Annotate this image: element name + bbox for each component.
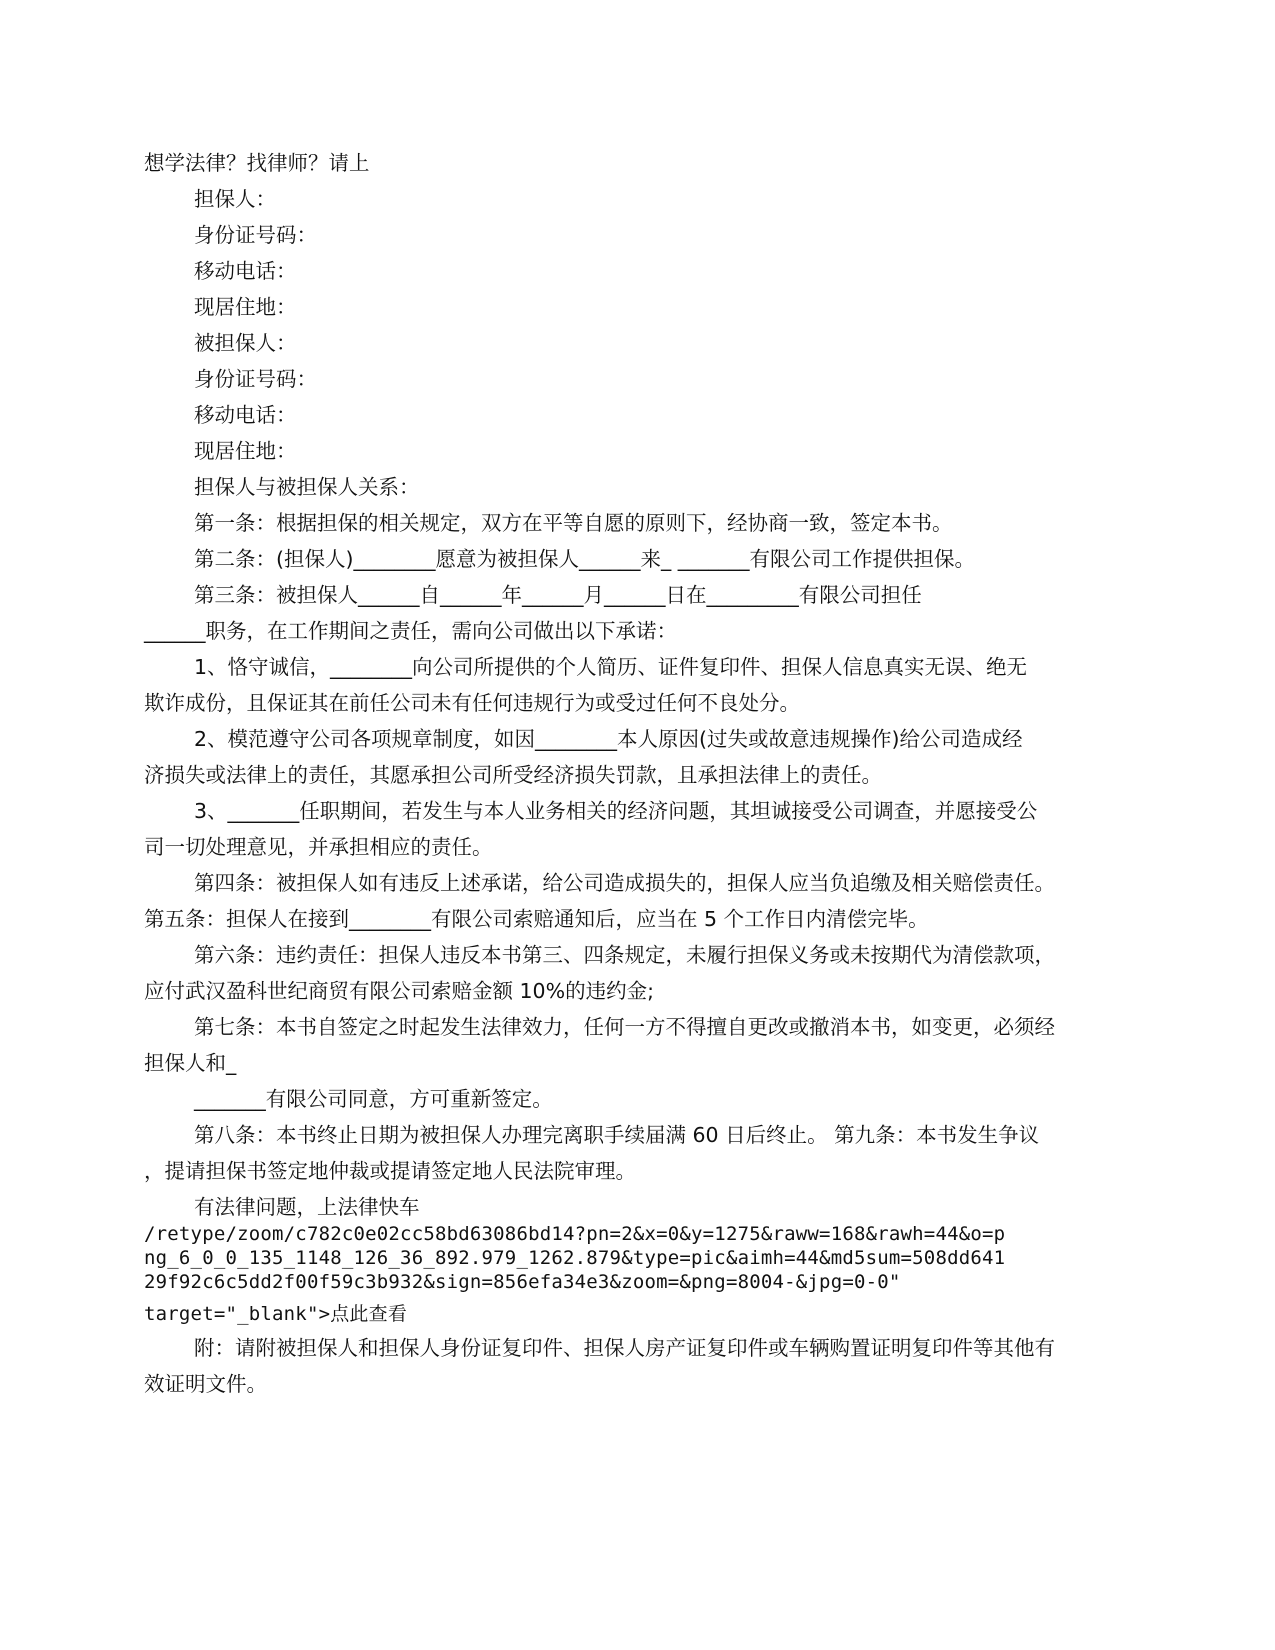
url-line-3: 29f92c6c5dd2f00f59c3b932&sign=856efa34e3&zoom=&png=8004-&jpg=0-0" — [144, 1271, 901, 1293]
promise-2-line-2: 济损失或法律上的责任，其愿承担公司所受经济损失罚款，且承担法律上的责任。 — [144, 763, 882, 787]
promise-3-line-2: 司一切处理意见，并承担相应的责任。 — [144, 835, 493, 859]
attachment-note-line-2: 效证明文件。 — [144, 1372, 267, 1396]
article-4: 第四条：被担保人如有违反上述承诺，给公司造成损失的，担保人应当负追缴及相关赔偿责任。 — [194, 871, 1055, 895]
article-6-line-1: 第六条：违约责任：担保人违反本书第三、四条规定，未履行担保义务或未按期代为清偿款项， — [194, 943, 1055, 967]
promise-1-line-2: 欺诈成份，且保证其在前任公司未有任何违规行为或受过任何不良处分。 — [144, 691, 800, 715]
ad-line: 想学法律？找律师？请上 — [144, 151, 370, 175]
ad-footer-line: 有法律问题，上法律快车 — [194, 1195, 420, 1219]
url-line-1: /retype/zoom/c782c0e02cc58bd63086bd14?pn=2&x=0&y=1275&raww=168&rawh=44&o=p — [144, 1223, 1006, 1245]
article-2: 第二条：(担保人)________愿意为被担保人______来_ _______有限公司工作提供担保。 — [194, 547, 976, 571]
guaranteed-address-label: 现居住地： — [194, 439, 297, 463]
article-1: 第一条：根据担保的相关规定，双方在平等自愿的原则下，经协商一致，签定本书。 — [194, 511, 953, 535]
guarantor-address-label: 现居住地： — [194, 295, 297, 319]
article-5: 第五条：担保人在接到________有限公司索赔通知后，应当在 5 个工作日内清偿完毕。 — [144, 907, 929, 931]
promise-3-line-1: 3、_______任职期间，若发生与本人业务相关的经济问题，其坦诚接受公司调查，并愿接受公 — [194, 799, 1038, 823]
relationship-label: 担保人与被担保人关系： — [194, 475, 420, 499]
article-7-line-3: _______有限公司同意，方可重新签定。 — [194, 1087, 553, 1111]
guarantor-label: 担保人： — [194, 187, 276, 211]
promise-1-line-1: 1、恪守诚信，________向公司所提供的个人简历、证件复印件、担保人信息真实无误、绝无 — [194, 655, 1028, 679]
guarantor-phone-label: 移动电话： — [194, 259, 297, 283]
article-3-line-1: 第三条：被担保人______自______年______月______日在_________有限公司担任 — [194, 583, 922, 607]
guarantor-id-label: 身份证号码： — [194, 223, 317, 247]
article-6-line-2: 应付武汉盈科世纪商贸有限公司索赔金额 10%的违约金; — [144, 979, 654, 1003]
view-link-line[interactable]: target="_blank">点此查看 — [144, 1303, 408, 1325]
guaranteed-label: 被担保人： — [194, 331, 297, 355]
article-7-line-1: 第七条：本书自签定之时起发生法律效力，任何一方不得擅自更改或撤消本书，如变更，必须经 — [194, 1015, 1055, 1039]
guaranteed-phone-label: 移动电话： — [194, 403, 297, 427]
article-8-9-line-1: 第八条：本书终止日期为被担保人办理完离职手续届满 60 日后终止。 第九条：本书发生争议 — [194, 1123, 1040, 1147]
attachment-note-line-1: 附：请附被担保人和担保人身份证复印件、担保人房产证复印件或车辆购置证明复印件等其他有 — [194, 1336, 1055, 1360]
guaranteed-id-label: 身份证号码： — [194, 367, 317, 391]
article-7-line-2: 担保人和_ — [144, 1051, 237, 1075]
article-3-line-2: ______职务，在工作期间之责任，需向公司做出以下承诺： — [144, 619, 677, 643]
promise-2-line-1: 2、模范遵守公司各项规章制度，如因________本人原因(过失或故意违规操作)给公司造成经 — [194, 727, 1023, 751]
article-9-line-2: ，提请担保书签定地仲裁或提请签定地人民法院审理。 — [144, 1159, 636, 1183]
url-line-2: ng_6_0_0_135_1148_126_36_892.979_1262.879&type=pic&aimh=44&md5sum=508dd641 — [144, 1247, 1006, 1269]
